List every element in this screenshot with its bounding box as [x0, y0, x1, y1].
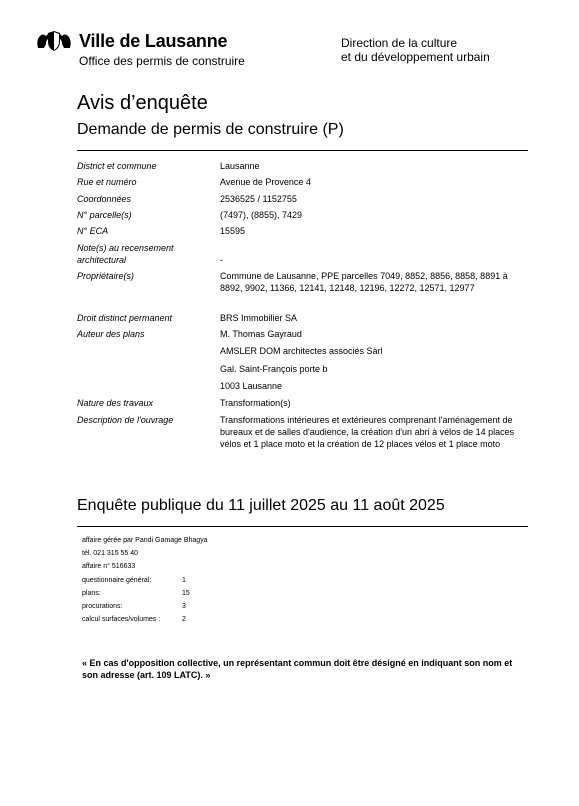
- field-value: Avenue de Provence 4: [220, 177, 311, 187]
- department-line-1: Direction de la culture: [341, 36, 458, 50]
- department-line-2: et du développement urbain: [341, 50, 490, 64]
- case-manager: affaire gérée par Pandi Gamage Bhagya: [82, 537, 208, 544]
- count-value: 15: [182, 590, 190, 597]
- field-value: Gal. Saint-François porte b: [220, 364, 328, 374]
- field-value: -: [220, 255, 223, 265]
- field-label: Auteur des plans: [77, 329, 145, 339]
- count-value: 1: [182, 577, 186, 584]
- count-label: calcul surfaces/volumes :: [82, 616, 161, 623]
- count-label: questionnaire général:: [82, 577, 152, 584]
- field-label: N° ECA: [77, 226, 109, 236]
- field-label: Note(s) au recensement architectural: [77, 243, 174, 265]
- count-value: 2: [182, 616, 186, 623]
- field-value: 2536525 / 1152755: [220, 194, 297, 204]
- page-subtitle: Demande de permis de construire (P): [77, 121, 344, 138]
- field-label: Nature des travaux: [77, 398, 154, 408]
- field-value: AMSLER DOM architectes associés Sàrl: [220, 346, 383, 356]
- count-label: plans:: [82, 590, 101, 597]
- count-label: procurations:: [82, 603, 123, 610]
- divider: [77, 150, 528, 151]
- count-value: 3: [182, 603, 186, 610]
- field-label: Coordonnées: [77, 194, 132, 204]
- divider: [77, 526, 528, 527]
- case-number: affaire n° 516633: [82, 563, 136, 570]
- city-name: Ville de Lausanne: [79, 31, 228, 51]
- opposition-notice: « En cas d'opposition collective, un représentant commun doit être désigné en indiquant son nom et son adresse (art. 109 LATC). »: [82, 658, 513, 680]
- field-value: Commune de Lausanne, PPE parcelles 7049, 8852, 8856, 8858, 8891 à 8892, 9902, 11366, 12141, 12148, 12196, 12272, 12571, 12977: [220, 271, 508, 293]
- field-value: BRS Immobilier SA: [220, 313, 298, 323]
- field-label: Droit distinct permanent: [77, 313, 173, 323]
- field-label: Description de l'ouvrage: [77, 415, 174, 425]
- page-title: Avis d’enquête: [77, 92, 208, 114]
- office-name: Office des permis de construire: [79, 54, 245, 68]
- field-value: Transformations intérieures et extérieures comprenant l'aménagement de bureaux et de salles d'audience, la création d'un abri à vélos de 14 places vélos et 1 place moto et la création de 12 places vélos et 1 place moto: [220, 415, 515, 449]
- field-value: 1003 Lausanne: [220, 381, 283, 391]
- field-value: Transformation(s): [220, 398, 291, 408]
- field-value: 15595: [220, 226, 246, 236]
- field-label: N° parcelle(s): [77, 210, 132, 220]
- field-value: M. Thomas Gayraud: [220, 329, 302, 339]
- lausanne-coat-of-arms-logo: [34, 30, 74, 52]
- field-label: District et commune: [77, 161, 157, 171]
- department-name: [341, 36, 490, 64]
- enquete-period: Enquête publique du 11 juillet 2025 au 11 août 2025: [77, 497, 445, 514]
- field-value: Lausanne: [220, 161, 260, 171]
- field-label: Rue et numéro: [77, 177, 137, 187]
- field-value: (7497), (8855), 7429: [220, 210, 303, 220]
- phone-number: tél. 021 315 55 40: [82, 550, 139, 557]
- field-label: Propriétaire(s): [77, 271, 135, 281]
